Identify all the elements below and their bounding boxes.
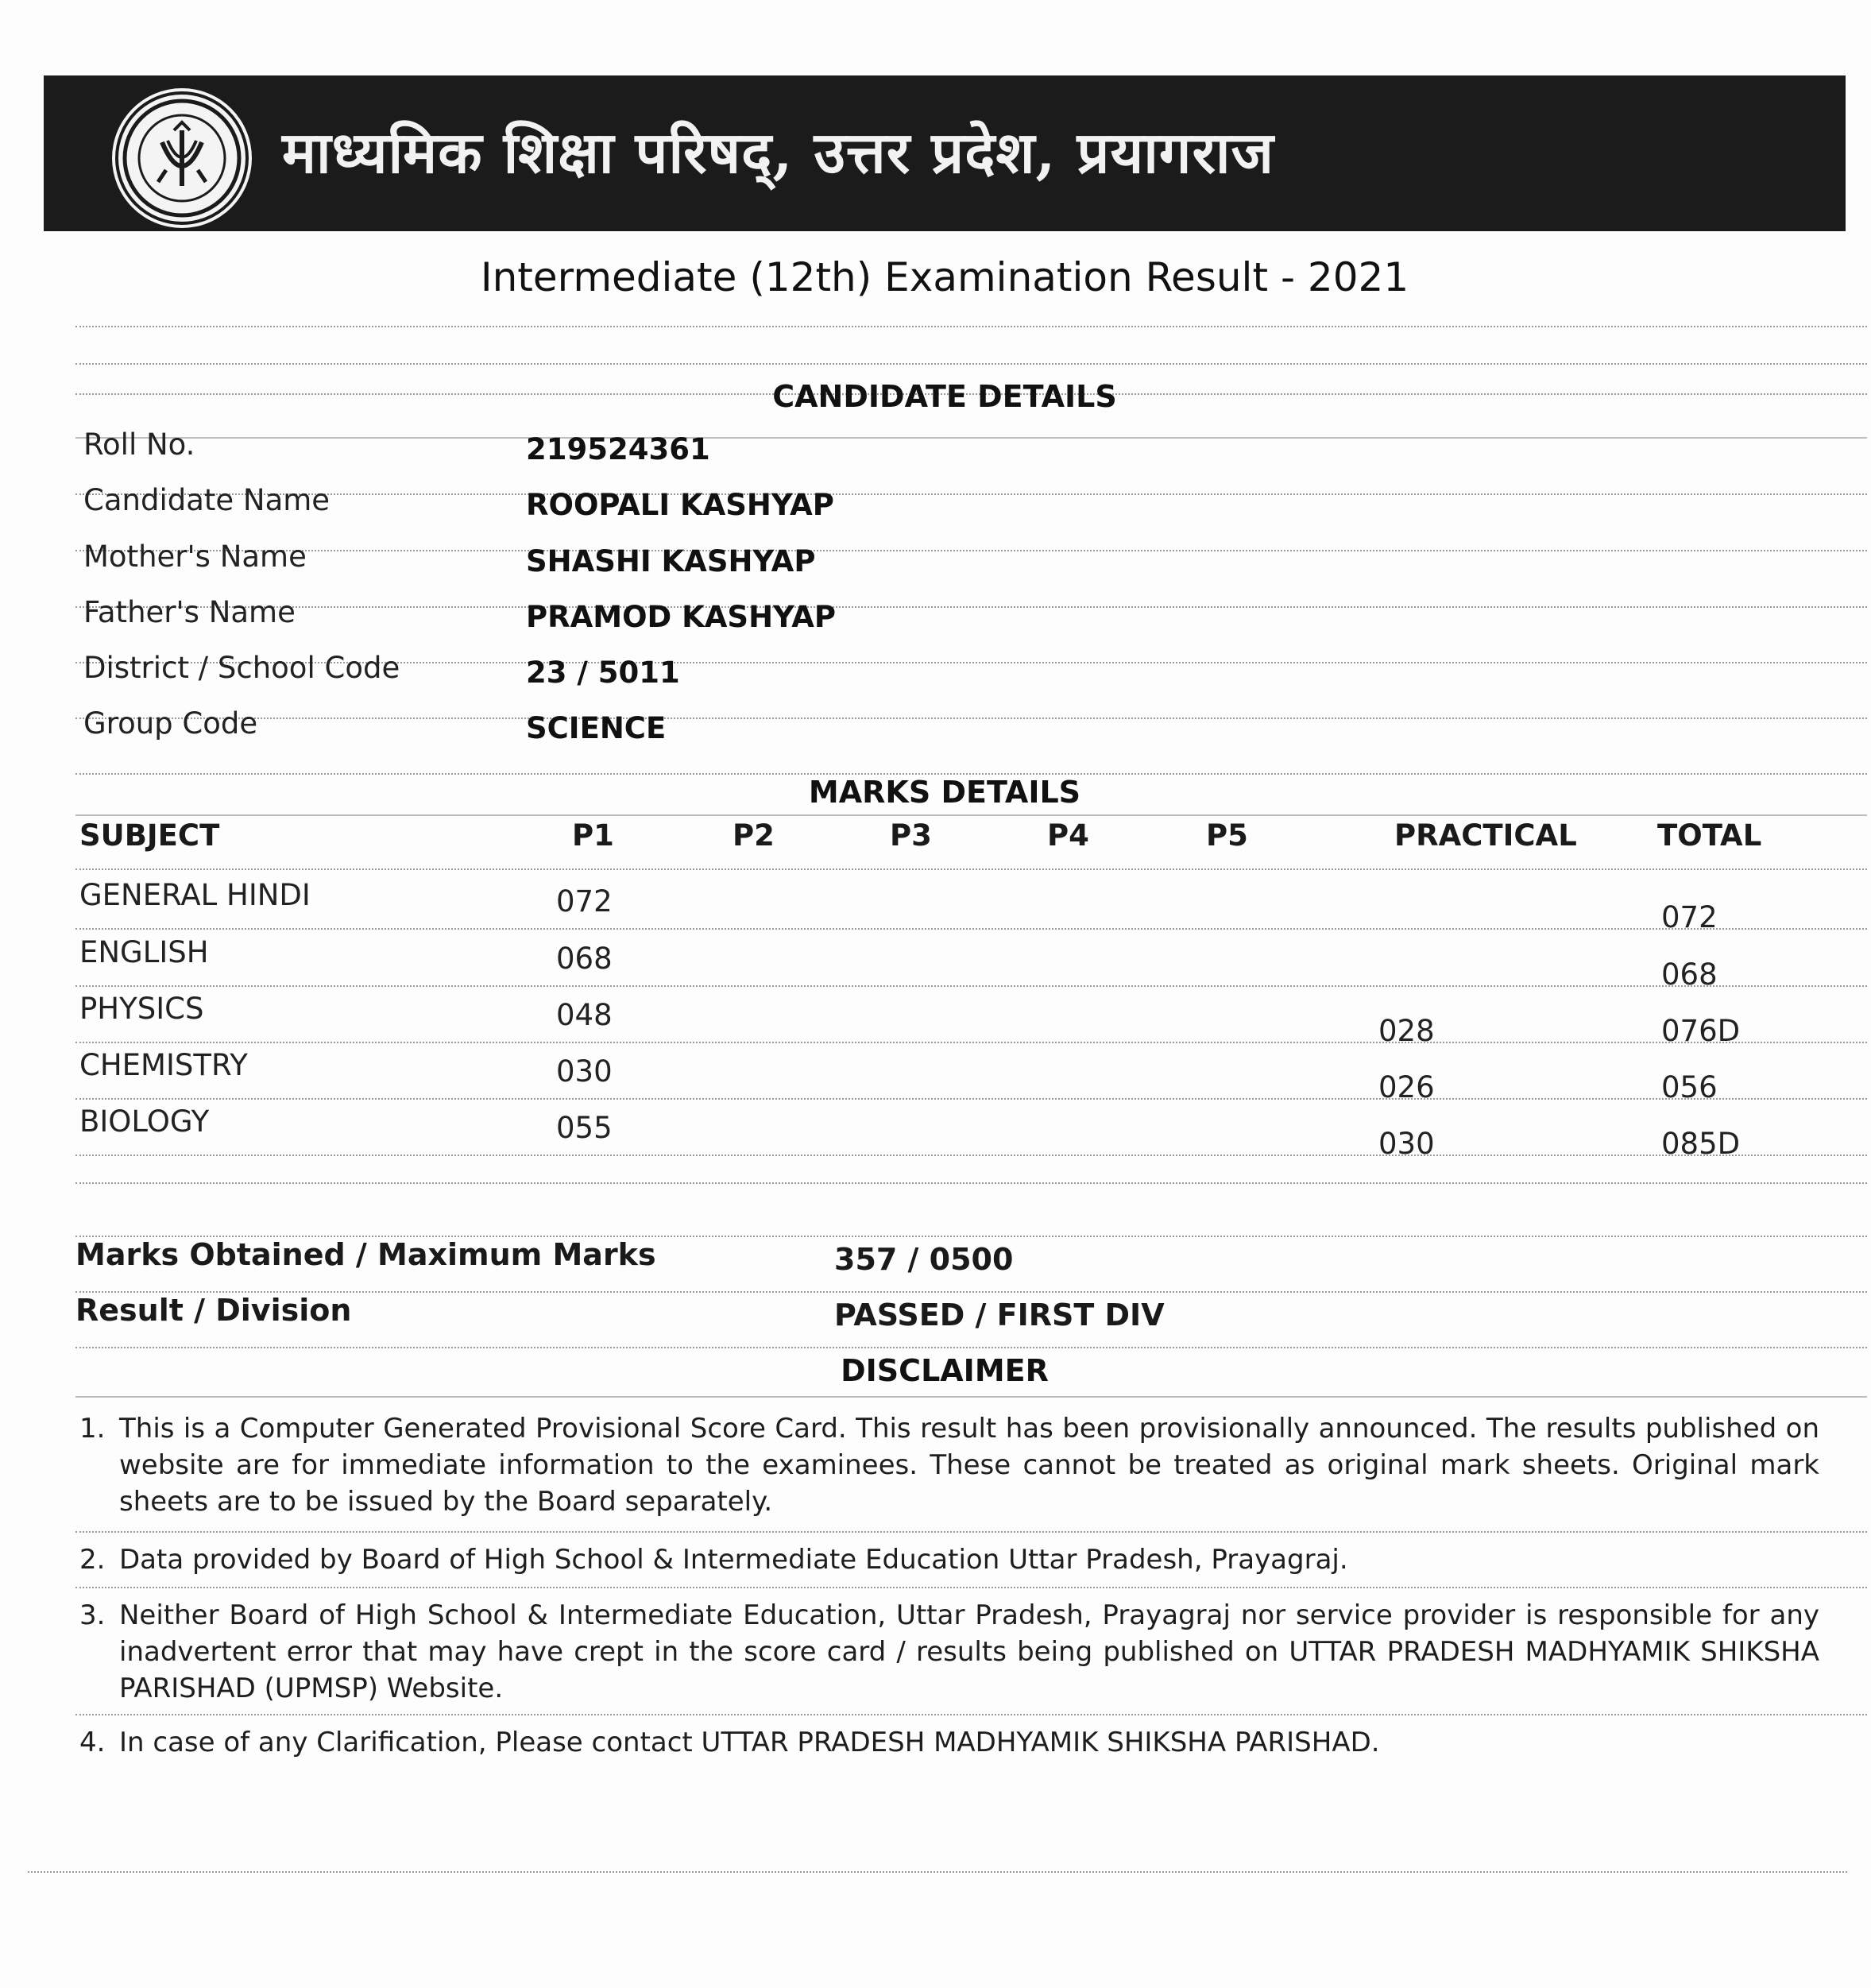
total-cell: 076D bbox=[1661, 1014, 1741, 1048]
subject-cell: CHEMISTRY bbox=[79, 1048, 248, 1082]
result-division-row bbox=[75, 1293, 1855, 1342]
subject-cell: GENERAL HINDI bbox=[79, 878, 311, 912]
marks-section-title: MARKS DETAILS bbox=[808, 775, 1081, 810]
field-label: District / School Code bbox=[83, 651, 400, 685]
divider bbox=[75, 1714, 1867, 1715]
field-value: 23 / 5011 bbox=[526, 656, 680, 690]
field-label: Group Code bbox=[83, 706, 258, 741]
field-value: SCIENCE bbox=[526, 711, 667, 745]
result-division-label: Result / Division bbox=[75, 1293, 352, 1328]
p1-cell: 072 bbox=[556, 884, 613, 919]
table-row bbox=[79, 992, 1859, 1047]
father-name-row bbox=[83, 595, 1831, 644]
divider bbox=[75, 1396, 1867, 1398]
column-header-p1: P1 bbox=[572, 818, 614, 853]
candidate-section-title: CANDIDATE DETAILS bbox=[772, 379, 1117, 414]
field-label: Father's Name bbox=[83, 595, 296, 629]
divider bbox=[75, 868, 1867, 870]
column-header-p4: P4 bbox=[1047, 818, 1089, 853]
total-cell: 072 bbox=[1661, 900, 1718, 934]
disclaimer-number: 1. bbox=[79, 1413, 106, 1445]
subject-cell: PHYSICS bbox=[79, 992, 204, 1026]
divider bbox=[75, 928, 1867, 930]
disclaimer-text: Data provided by Board of High School & Intermediate Education Uttar Pradesh, Prayagraj. bbox=[119, 1544, 1348, 1576]
group-code-row bbox=[83, 706, 1831, 756]
field-label: Roll No. bbox=[83, 427, 195, 462]
roll-number-row bbox=[83, 427, 1831, 477]
marks-obtained-value: 357 / 0500 bbox=[834, 1242, 1014, 1277]
divider bbox=[75, 1155, 1867, 1156]
divider bbox=[75, 1347, 1867, 1348]
column-header-subject: SUBJECT bbox=[79, 818, 220, 853]
field-value: PRAMOD KASHYAP bbox=[526, 600, 837, 634]
p1-cell: 055 bbox=[556, 1111, 613, 1145]
column-header-practical: PRACTICAL bbox=[1394, 818, 1577, 853]
field-label: Mother's Name bbox=[83, 540, 307, 574]
subject-cell: BIOLOGY bbox=[79, 1104, 210, 1139]
p1-cell: 068 bbox=[556, 942, 613, 976]
disclaimer-text: This is a Computer Generated Provisional Score Card. This result has been provisionally announced. The results published on website are for immediate information to the examinees. These cannot be treated as original mark sheets. Original mark sheets are to be issued by the Board separately. bbox=[119, 1413, 1819, 1518]
board-name: माध्यमिक शिक्षा परिषद्, उत्तर प्रदेश, प्रयागराज bbox=[282, 118, 1274, 186]
disclaimer-number: 4. bbox=[79, 1727, 106, 1758]
exam-title: Intermediate (12th) Examination Result - 2021 bbox=[480, 254, 1409, 300]
divider bbox=[28, 1871, 1847, 1873]
practical-cell: 026 bbox=[1378, 1070, 1435, 1104]
p1-cell: 030 bbox=[556, 1054, 613, 1089]
marks-table-header bbox=[79, 818, 1859, 866]
field-value: SHASHI KASHYAP bbox=[526, 544, 816, 578]
mother-name-row bbox=[83, 540, 1831, 589]
field-value: ROOPALI KASHYAP bbox=[526, 488, 834, 522]
total-cell: 056 bbox=[1661, 1070, 1718, 1104]
divider bbox=[75, 1587, 1867, 1588]
column-header-p5: P5 bbox=[1206, 818, 1248, 853]
divider bbox=[75, 1098, 1867, 1100]
marks-obtained-label: Marks Obtained / Maximum Marks bbox=[75, 1237, 656, 1272]
column-header-p3: P3 bbox=[890, 818, 932, 853]
total-cell: 085D bbox=[1661, 1127, 1741, 1161]
divider bbox=[75, 363, 1867, 365]
column-header-total: TOTAL bbox=[1657, 818, 1762, 853]
table-row bbox=[79, 935, 1859, 991]
divider bbox=[75, 814, 1867, 816]
total-cell: 068 bbox=[1661, 957, 1718, 992]
p1-cell: 048 bbox=[556, 998, 613, 1032]
up-emblem-logo bbox=[115, 91, 249, 225]
subject-cell: ENGLISH bbox=[79, 935, 209, 969]
field-value: 219524361 bbox=[526, 432, 710, 466]
disclaimer-title: DISCLAIMER bbox=[841, 1353, 1049, 1388]
disclaimer-number: 3. bbox=[79, 1599, 106, 1631]
header-bar bbox=[44, 75, 1846, 231]
practical-cell: 030 bbox=[1378, 1127, 1435, 1161]
table-row bbox=[79, 1104, 1859, 1160]
practical-cell: 028 bbox=[1378, 1014, 1435, 1048]
divider bbox=[75, 326, 1867, 327]
table-row bbox=[79, 878, 1859, 934]
district-school-code-row bbox=[83, 651, 1831, 700]
divider bbox=[75, 1182, 1867, 1184]
divider bbox=[75, 1042, 1867, 1043]
divider bbox=[75, 985, 1867, 987]
field-label: Candidate Name bbox=[83, 483, 331, 517]
result-sheet bbox=[44, 75, 1846, 1879]
disclaimer-text: In case of any Clarification, Please contact UTTAR PRADESH MADHYAMIK SHIKSHA PARISHAD. bbox=[119, 1727, 1380, 1758]
table-row bbox=[79, 1048, 1859, 1104]
result-division-value: PASSED / FIRST DIV bbox=[834, 1298, 1165, 1332]
disclaimer-text: Neither Board of High School & Intermediate Education, Uttar Pradesh, Prayagraj nor service provider is responsible for any inadvertent error that may have crept in the score card / results being published on UTTAR PRADESH MADHYAMIK SHIKSHA PARISHAD (UPMSP) Website. bbox=[119, 1599, 1819, 1704]
disclaimer-number: 2. bbox=[79, 1544, 106, 1576]
column-header-p2: P2 bbox=[733, 818, 775, 853]
divider bbox=[75, 1531, 1867, 1533]
marks-obtained-row bbox=[75, 1237, 1855, 1286]
candidate-name-row bbox=[83, 483, 1831, 532]
